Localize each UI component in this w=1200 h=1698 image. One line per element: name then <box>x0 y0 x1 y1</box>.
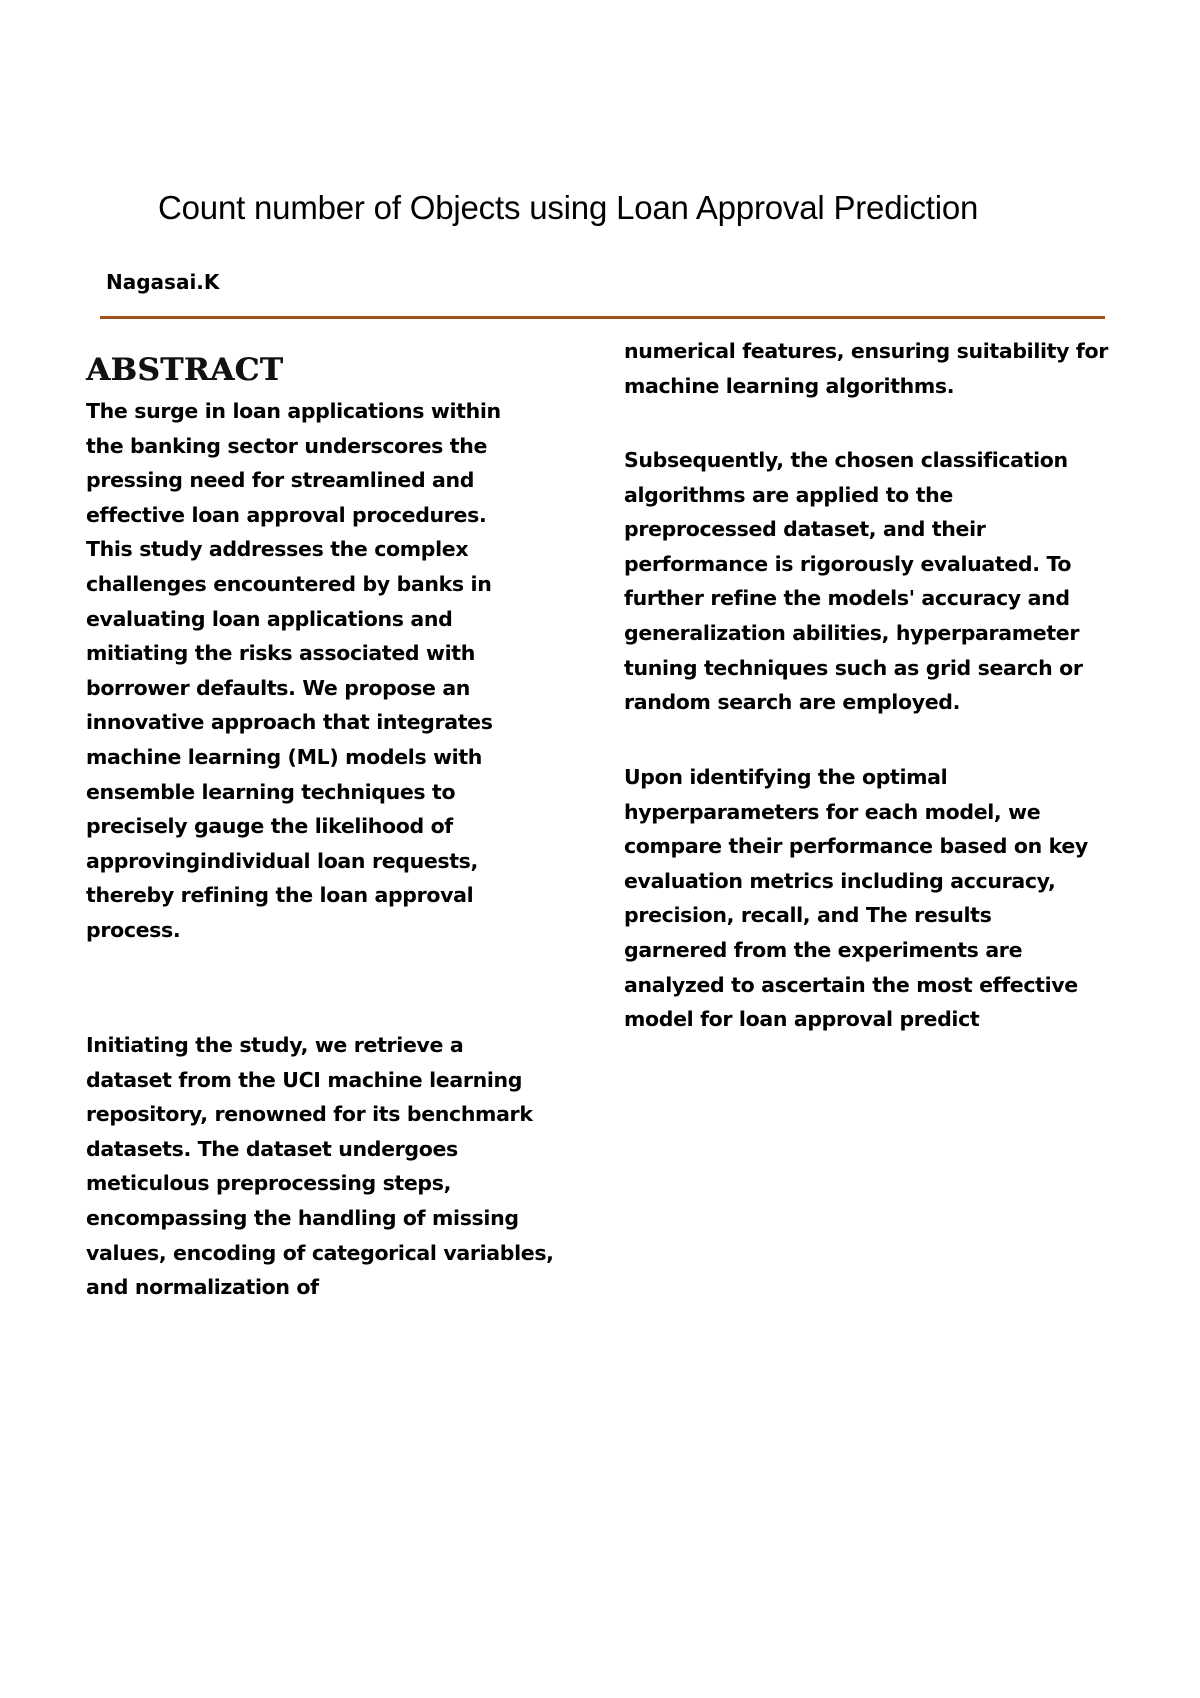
title-divider <box>100 316 1105 319</box>
abstract-paragraph-2: Initiating the study, we retrieve a dataset from the UCI machine learning repository, renowned for its benchmark datasets. The dataset undergoes meticulous preprocessing steps, encompassing the handling of missing values, encoding of categorical variables, and normalization of <box>86 1033 554 1300</box>
abstract-paragraph-3: numerical features, ensuring suitability for machine learning algorithms. <box>624 339 1108 398</box>
abstract-paragraph-1: The surge in loan applications within the banking sector underscores the pressing need for streamlined and effective loan approval procedures. This study addresses the complex challenges encountered by banks in evaluating loan applications and mitiating the risks associated with borrower defaults. We propose an innovative approach that integrates machine learning (ML) models with ensemble learning techniques to precisely gauge the likelihood of approvingindividual loan requests, thereby refining the loan approval process. <box>86 399 501 942</box>
abstract-heading: ABSTRACT <box>86 352 284 388</box>
author-name: Nagasai.K <box>106 270 220 294</box>
abstract-paragraph-5: Upon identifying the optimal hyperparameters for each model, we compare their performance based on key evaluation metrics including accuracy, precision, recall, and The results garnered from the experiments are analyzed to ascertain the most effective model for loan approval predict <box>624 765 1088 1032</box>
abstract-paragraph-4: Subsequently, the chosen classification algorithms are applied to the preprocessed dataset, and their performance is rigorously evaluated. To further refine the models' accuracy and generalization abilities, hyperparameter tuning techniques such as grid search or random search are employed. <box>624 448 1083 715</box>
page-title: Count number of Objects using Loan Approval Prediction <box>158 189 979 226</box>
